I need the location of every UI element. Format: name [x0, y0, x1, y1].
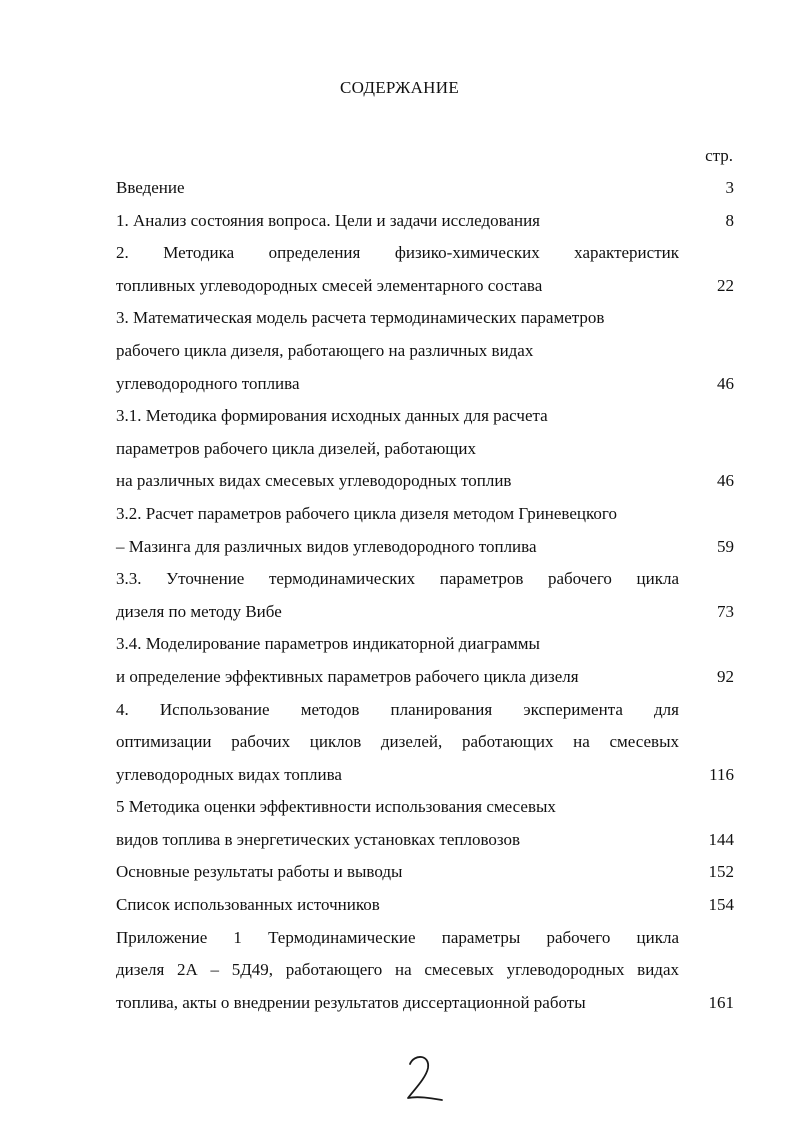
toc-entry	[116, 237, 734, 302]
toc-entry-line	[116, 954, 734, 987]
toc-entry-text: видов топлива в энергетических установках тепловозов	[116, 829, 520, 849]
toc-entry-line	[116, 531, 734, 564]
toc-entry-line	[116, 694, 734, 727]
toc-entry-text: параметров рабочего цикла дизелей, работающих	[116, 438, 476, 458]
toc-entry	[116, 172, 734, 205]
toc-entry-text: 4. Использование методов планирования эксперимента для	[116, 699, 679, 719]
toc-entry-line	[116, 400, 734, 433]
toc-entry-text: 2. Методика определения физико-химических характеристик	[116, 243, 679, 263]
toc-page-number: 116	[709, 764, 734, 784]
toc-entry-text: дизеля по методу Вибе	[116, 601, 282, 621]
toc-entry-text: Основные результаты работы и выводы	[116, 862, 403, 882]
page-title: СОДЕРЖАНИЕ	[339, 78, 460, 97]
toc-page-number: 152	[708, 862, 734, 882]
toc-entry	[116, 628, 734, 693]
toc-entry-text: 3.1. Методика формирования исходных данных для расчета	[116, 406, 548, 426]
toc-entry-text: 3.4. Моделирование параметров индикаторной диаграммы	[116, 634, 540, 654]
toc-page-number: 92	[717, 666, 734, 686]
toc-entry-line	[116, 628, 734, 661]
toc-page-number: 144	[708, 829, 734, 849]
toc-page-number: 46	[717, 373, 734, 393]
toc-entry-text: 3. Математическая модель расчета термодинамических параметров	[116, 308, 605, 328]
toc-entry-text: 5 Методика оценки эффективности использования смесевых	[116, 797, 556, 817]
toc-entry-text: Приложение 1 Термодинамические параметры рабочего цикла	[116, 927, 679, 947]
toc-entry-line	[116, 856, 734, 889]
toc-page-number: 46	[717, 471, 734, 491]
toc-entry	[116, 889, 734, 922]
toc-entry-text: углеводородных видах топлива	[116, 764, 342, 784]
table-of-contents	[116, 172, 734, 1019]
toc-entry-line	[116, 270, 734, 303]
toc-entry-line	[116, 205, 734, 238]
toc-entry-text: – Мазинга для различных видов углеводородного топлива	[116, 536, 537, 556]
toc-entry-text: 1. Анализ состояния вопроса. Цели и задачи исследования	[116, 210, 541, 230]
toc-entry-text: рабочего цикла дизеля, работающего на различных видах	[116, 340, 534, 360]
toc-page-number: 154	[708, 895, 734, 915]
toc-entry-line	[116, 726, 734, 759]
toc-entry	[116, 498, 734, 563]
toc-entry-line	[116, 987, 734, 1020]
toc-entry	[116, 791, 734, 856]
toc-entry-text: оптимизации рабочих циклов дизелей, работающих на смесевых	[116, 732, 679, 752]
toc-entry-line	[116, 791, 734, 824]
handwritten-page-number	[400, 1052, 448, 1104]
toc-entry-line	[116, 759, 734, 792]
toc-entry-line	[116, 237, 734, 270]
toc-entry	[116, 922, 734, 1020]
toc-entry-line	[116, 498, 734, 531]
toc-entry-line	[116, 563, 734, 596]
toc-entry	[116, 694, 734, 792]
toc-page-number: 3	[725, 178, 734, 197]
toc-entry-line	[116, 335, 734, 368]
toc-entry	[116, 302, 734, 400]
toc-entry-text: углеводородного топлива	[116, 373, 300, 393]
toc-entry-line	[116, 661, 734, 694]
toc-entry	[116, 205, 734, 238]
toc-entry-text: 3.3. Уточнение термодинамических параметров рабочего цикла	[116, 569, 679, 589]
toc-page-number: 59	[717, 536, 734, 556]
toc-page-number: 161	[708, 992, 734, 1012]
toc-entry-text: и определение эффективных параметров рабочего цикла дизеля	[116, 666, 579, 686]
toc-entry-text: топливных углеводородных смесей элементарного состава	[116, 275, 543, 295]
toc-page-number: 73	[717, 601, 734, 621]
toc-entry-text: топлива, акты о внедрении результатов диссертационной работы	[116, 992, 586, 1012]
toc-entry-text: Список использованных источников	[116, 895, 380, 915]
page-column-header: стр.	[705, 146, 733, 165]
toc-entry-line	[116, 433, 734, 466]
toc-entry-text: на различных видах смесевых углеводородных топлив	[116, 471, 512, 491]
toc-entry	[116, 563, 734, 628]
toc-entry-line	[116, 172, 734, 205]
toc-entry-line	[116, 824, 734, 857]
toc-entry-line	[116, 302, 734, 335]
toc-entry-line	[116, 368, 734, 401]
toc-entry-text: 3.2. Расчет параметров рабочего цикла дизеля методом Гриневецкого	[116, 503, 617, 523]
toc-entry-text: дизеля 2А – 5Д49, работающего на смесевых углеводородных видах	[116, 960, 679, 980]
toc-entry	[116, 856, 734, 889]
toc-entry	[116, 400, 734, 498]
toc-page-number: 22	[717, 275, 734, 295]
toc-entry-line	[116, 596, 734, 629]
toc-page-number: 8	[725, 210, 734, 230]
toc-entry-line	[116, 889, 734, 922]
toc-entry-line	[116, 922, 734, 955]
toc-entry-line	[116, 465, 734, 498]
toc-entry-text: Введение	[116, 178, 185, 197]
